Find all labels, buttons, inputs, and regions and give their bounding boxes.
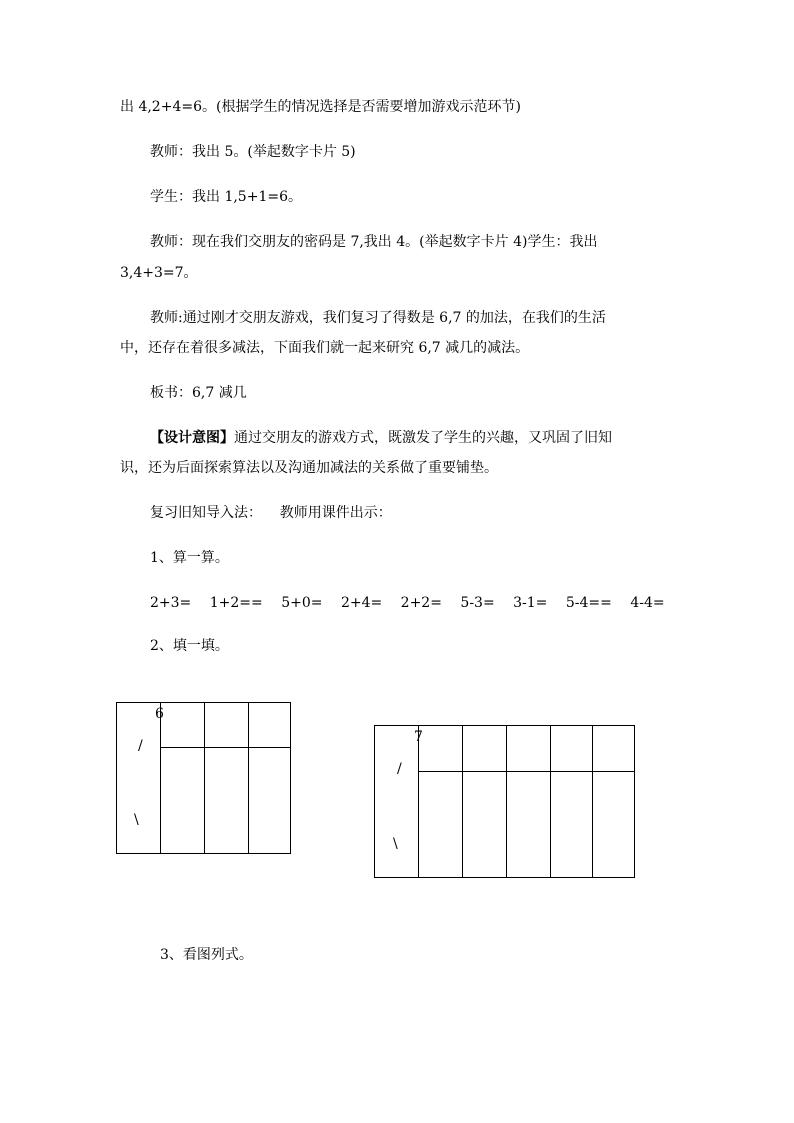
grid-slash: / (138, 738, 143, 754)
paragraph-line-3: 学生：我出 1,5+1=6。 (150, 189, 302, 205)
paragraph-line-4: 教师：现在我们交朋友的密码是 7,我出 4。(举起数字卡片 4)学生：我出 (150, 234, 598, 250)
grid-slash: / (397, 761, 402, 777)
math-item: 2+4= (340, 595, 383, 611)
fill-grid-7 (374, 725, 635, 878)
grid-backslash: \ (134, 812, 139, 828)
math-item: 5-3= (460, 595, 495, 611)
math-item: 2+2= (400, 595, 442, 611)
paragraph-line-8: 板书：6,7 减几 (150, 385, 247, 401)
grid-top-number: 6 (155, 706, 164, 722)
paragraph-line-2: 教师：我出 5。(举起数字卡片 5) (150, 144, 356, 160)
fill-grid-6 (116, 702, 291, 854)
math-item: 4-4= (630, 595, 665, 611)
design-intent-text: 通过交朋友的游戏方式，既激发了学生的兴趣，又巩固了旧知 (234, 430, 612, 446)
grid-top-number: 7 (414, 729, 423, 745)
paragraph-line-6: 教师:通过刚才交朋友游戏，我们复习了得数是 6,7 的加法，在我们的生活 (150, 310, 606, 326)
paragraph-line-7: 中，还存在着很多减法，下面我们就一起来研究 6,7 减几的减法。 (120, 340, 530, 356)
math-item: 2+3= (150, 595, 192, 611)
section-fill: 2、填一填。 (150, 638, 229, 654)
math-item: 3-1= (513, 595, 548, 611)
section-calc: 1、算一算。 (150, 550, 229, 566)
section-picture: 3、看图列式。 (160, 947, 253, 963)
paragraph-line-10: 识，还为后面探索算法以及沟通加减法的关系做了重要铺垫。 (120, 460, 498, 476)
design-intent-heading: 【设计意图】 (150, 430, 234, 446)
grid-backslash: \ (393, 836, 398, 852)
paragraph-line-1: 出 4,2+4=6。(根据学生的情况选择是否需要增加游戏示范环节) (120, 99, 521, 115)
math-item: 1+2== (209, 595, 263, 611)
math-item: 5-4== (565, 595, 612, 611)
paragraph-line-5: 3,4+3=7。 (120, 265, 198, 281)
math-item: 5+0= (281, 595, 323, 611)
design-intent-line (150, 429, 612, 447)
paragraph-line-11: 复习旧知导入法： 教师用课件出示： (150, 505, 392, 521)
math-row (150, 594, 679, 612)
